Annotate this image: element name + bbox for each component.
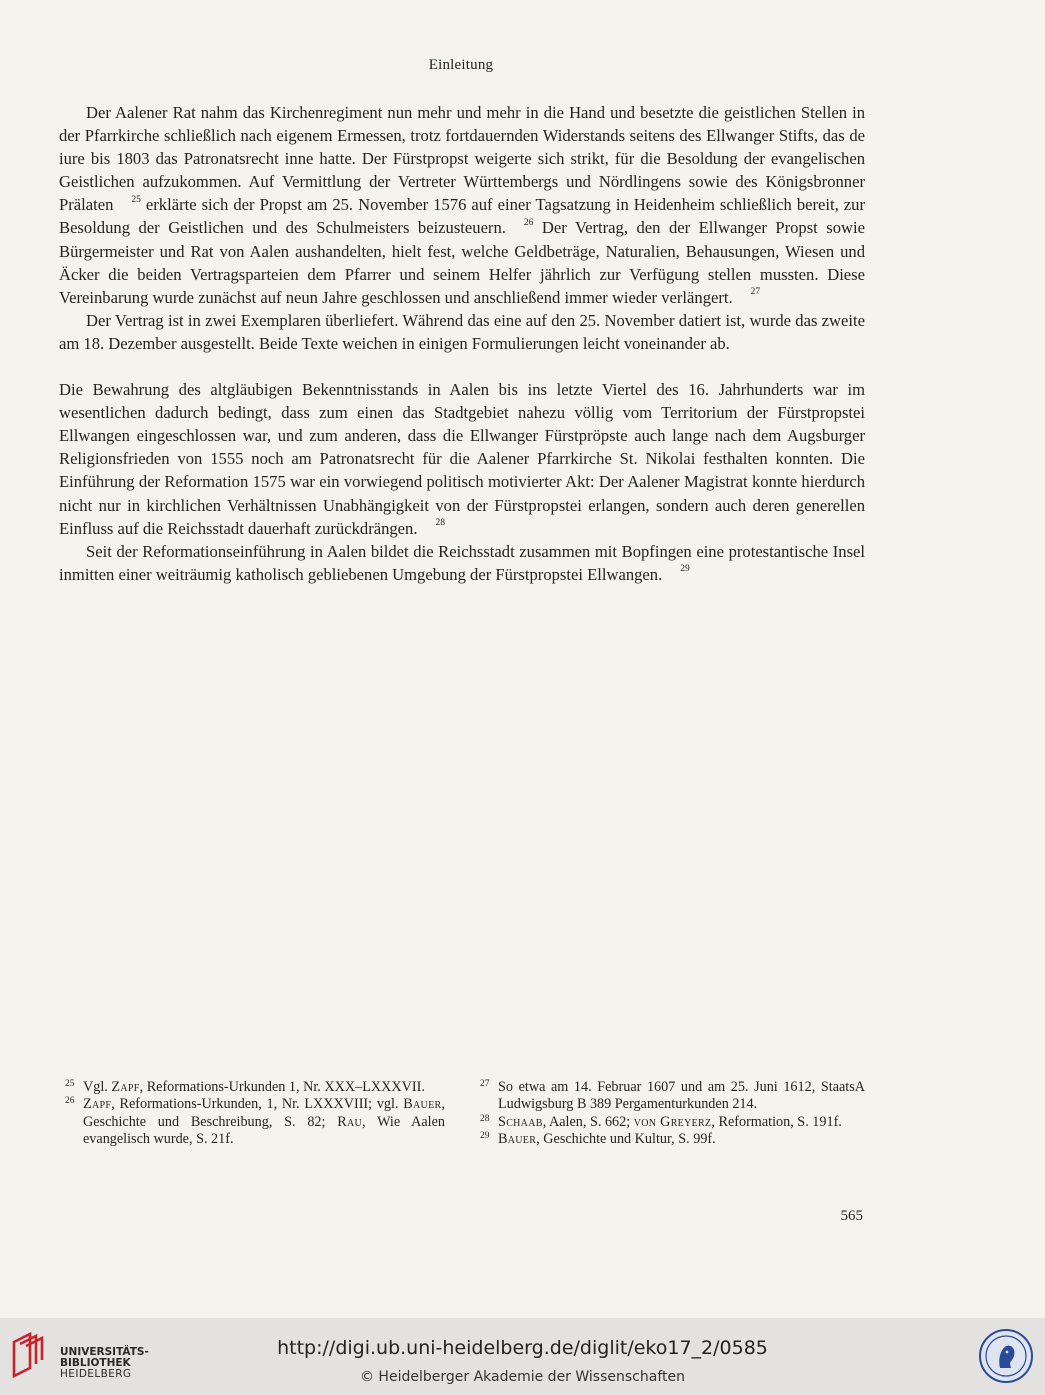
academy-seal-icon [978, 1328, 1034, 1384]
main-text [59, 101, 865, 586]
footnote-number: 28 [480, 1113, 490, 1124]
paragraph-1: Der Aalener Rat nahm das Kirchenregiment nun mehr und mehr in die Hand und besetzte die geistlichen Stellen in der Pfarrkirche schließlich nach eigenem Ermessen, trotz fortdauernden Widerstands seitens des Ellwanger Stifts, das de iure bis 1803 das Patronatsrecht inne hatte. Der Fürstpropst weigerte sich strikt, für die Besoldung der evangelischen Geistlichen aufzukommen. Auf Vermittlung der Vertreter Württembergs und Nördlingens sowie des Königsbronner Prälaten $^{25}$ erklärte sich der Propst am 25. November 1576 auf einer Tagsatzung in Heidenheim schließlich bereit, zur Besoldung der Geistlichen und des Schulmeisters beizusteuern. $^{26}$ Der Vertrag, den der Ellwanger Propst sowie Bürgermeister und Rat von Aalen aushandelten, hielt fest, welche Geldbeträge, Naturalien, Behausungen, Wiesen und Äcker die beiden Vertragsparteien dem Pfarrer und seinem Helfer jährlich zur Verfügung stellen mussten. Diese Vereinbarung wurde zunächst auf neun Jahre geschlossen und anschließend immer wieder verlängert. $^{27}$ [59, 103, 865, 307]
footnotes-left-column [65, 1079, 445, 1148]
page-number: 565 [840, 1208, 863, 1224]
paragraph-2: Der Vertrag ist in zwei Exemplaren überliefert. Während das eine auf den 25. November datiert ist, wurde das zweite am 18. Dezember ausgestellt. Beide Texte weichen in einigen Formulierungen leicht voneinander ab. [59, 310, 865, 353]
running-head: Einleitung [428, 57, 494, 73]
footnote-number: 27 [480, 1079, 490, 1089]
footnote-27: 27 So etwa am 14. Februar 1607 und am 25. Juni 1612, StaatsA Ludwigsburg B 389 Pergamenturkunden 214. [480, 1079, 865, 1114]
paragraph-4: Seit der Reformationseinführung in Aalen bildet die Reichsstadt zusammen mit Bopfingen eine protestantische Insel inmitten einer weiträumig katholisch gebliebenen Umgebung der Fürstpropstei Ellwangen. $^{29}$ [59, 541, 865, 584]
footnotes-right-column [480, 1079, 865, 1148]
footnote-ref-28[interactable]: 28 [435, 518, 445, 529]
footnote-number: 25 [65, 1079, 75, 1089]
library-name: UNIVERSITÄTS- BIBLIOTHEK HEIDELBERG [60, 1346, 149, 1380]
copyright-notice: © Heidelberger Akademie der Wissenschaften [359, 1369, 685, 1385]
footnote-ref-26[interactable]: 26 [523, 217, 534, 228]
paragraph-3: Die Bewahrung des altgläubigen Bekenntnisstands in Aalen bis ins letzte Viertel des 16. Jahrhunderts war im wesentlichen dadurch bedingt, dass zum einen das Stadtgebiet nahezu völlig vom Territorium der Fürstpropstei Ellwangen eingeschlossen war, und zum anderen, dass die Ellwanger Fürstpröpste auch lange nach dem Augsburger Religionsfrieden von 1555 noch am Patronatsrecht für die Aalener Pfarrkirche St. Nikolai festhalten konnten. Die Einführung der Reformation 1575 war ein vorwiegend politisch motivierter Akt: Der Aalener Magistrat konnte hierdurch nicht nur in kirchlichen Verhältnissen Unabhängigkeit von der Fürstpropstei erlangen, sondern auch deren generellen Einfluss auf die Reichsstadt dauerhaft zurückdrängen. $^{28}$ [59, 380, 865, 538]
footnote-number: 26 [65, 1096, 75, 1107]
academy-seal-link[interactable] [978, 1328, 1034, 1384]
footnote-ref-29[interactable]: 29 [680, 564, 690, 575]
footnote-ref-27[interactable]: 27 [750, 287, 761, 298]
viewer-footer [0, 1318, 1045, 1395]
permalink-url[interactable]: http://digi.ub.uni-heidelberg.de/diglit/eko17_2/0585 [277, 1337, 768, 1359]
footnote-29: 29 Bauer, Geschichte und Kultur, S. 99f. [480, 1131, 865, 1148]
footnote-26: 26 Zapf, Reformations-Urkunden, 1, Nr. LXXXVIII; vgl. Bauer, Geschichte und Beschreibung, S. 82; Rau, Wie Aalen evangelisch wurde, S. 21f. [65, 1096, 445, 1148]
footnote-25: 25 Vgl. Zapf, Reformations-Urkunden 1, Nr. XXX–LXXXVII. [65, 1079, 445, 1096]
footnote-number: 29 [480, 1130, 490, 1141]
footnote-ref-25[interactable]: 25 [131, 194, 141, 205]
footnote-28: 28 Schaab, Aalen, S. 662; von Greyerz, Reformation, S. 191f. [480, 1114, 865, 1131]
